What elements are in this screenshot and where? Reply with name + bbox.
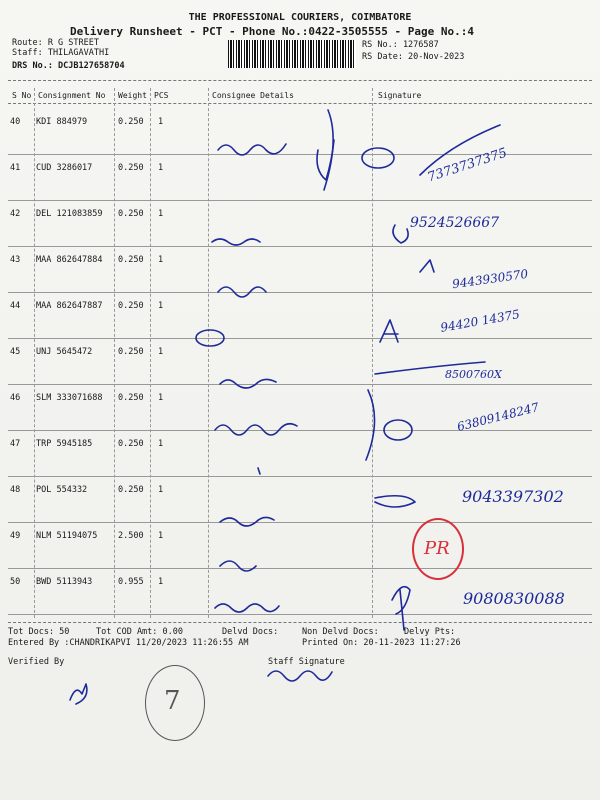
signature-number: 9524526667 [410,215,500,231]
row-consignment: KDI 884979 [36,117,88,127]
col-signature: Signature [378,91,422,100]
row-sno: 45 [10,347,21,357]
total-cod-amount: Tot COD Amt: 0.00 [96,627,183,637]
row-weight: 0.250 [118,301,144,311]
row-sno: 41 [10,163,21,173]
row-sno: 44 [10,301,21,311]
row-consignment: NLM 51194075 [36,531,98,541]
delivery-points: Delvy Pts: [404,627,456,637]
col-consignment: Consignment No [38,91,106,100]
row-consignment: DEL 121083859 [36,209,103,219]
row-consignment: UNJ 5645472 [36,347,93,357]
row-consignment: TRP 5945185 [36,439,93,449]
signature-number: 8500760X [445,368,502,381]
verified-by-label: Verified By [8,657,65,667]
row-sno: 40 [10,117,21,127]
sheet-title: Delivery Runsheet - PCT - Phone No.:0422-3505555 - Page No.:4 [70,25,474,38]
row-weight: 0.250 [118,347,144,357]
row-weight: 0.250 [118,255,144,265]
pr-stamp [412,518,464,580]
stamp-text: PR [424,538,450,559]
row-pcs: 1 [158,393,164,403]
row-pcs: 1 [158,255,164,265]
printed-on: Printed On: 20-11-2023 11:27:26 [302,638,461,648]
row-weight: 0.250 [118,209,144,219]
signature-number: 7373737375 [425,145,510,186]
row-weight: 0.250 [118,117,144,127]
row-pcs: 1 [158,577,164,587]
row-sno: 49 [10,531,21,541]
row-pcs: 1 [158,531,164,541]
row-weight: 0.250 [118,485,144,495]
row-pcs: 1 [158,439,164,449]
row-sno: 42 [10,209,21,219]
rs-date: RS Date: 20-Nov-2023 [362,52,465,62]
non-delivered-docs: Non Delvd Docs: [302,627,379,637]
col-pcs: PCS [154,91,169,100]
entered-by: Entered By :CHANDRIKAPVI 11/20/2023 11:26:55 AM [8,638,249,648]
row-consignment: SLM 333071688 [36,393,103,403]
signature-number: 94420 14375 [439,307,521,335]
signature-number: 9043397302 [462,487,564,506]
row-consignment: MAA 862647887 [36,301,103,311]
route-label: Route: R G STREET [12,38,99,48]
footer-divider [8,622,592,623]
row-consignment: MAA 862647884 [36,255,103,265]
row-consignment: POL 554332 [36,485,88,495]
row-sno: 46 [10,393,21,403]
row-sno: 47 [10,439,21,449]
row-weight: 0.250 [118,393,144,403]
company-title: THE PROFESSIONAL COURIERS, COIMBATORE [188,12,412,23]
row-pcs: 1 [158,301,164,311]
col-weight: Weight [118,91,147,100]
circled-number-text: 7 [164,686,181,716]
drs-number: DRS No.: DCJB127658704 [12,61,125,71]
col-sno: S No [12,91,32,100]
row-pcs: 1 [158,209,164,219]
row-consignment: CUD 3286017 [36,163,93,173]
signature-number: 9443930570 [451,266,529,292]
row-sno: 50 [10,577,21,587]
row-weight: 0.955 [118,577,144,587]
row-pcs: 1 [158,347,164,357]
rs-number: RS No.: 1276587 [362,40,439,50]
delivered-docs: Delvd Docs: [222,627,279,637]
signature-number: 63809148247 [455,400,541,434]
row-pcs: 1 [158,163,164,173]
staff-signature-label: Staff Signature [268,657,345,667]
col-consignee: Consignee Details [212,91,294,100]
row-sno: 43 [10,255,21,265]
total-docs: Tot Docs: 50 [8,627,70,637]
row-weight: 0.250 [118,163,144,173]
row-weight: 0.250 [118,439,144,449]
row-sno: 48 [10,485,21,495]
row-consignment: BWD 5113943 [36,577,93,587]
signature-number: 9080830088 [463,589,565,608]
row-pcs: 1 [158,485,164,495]
row-pcs: 1 [158,117,164,127]
row-weight: 2.500 [118,531,144,541]
circled-number [145,665,205,741]
staff-label: Staff: THILAGAVATHI [12,48,110,58]
